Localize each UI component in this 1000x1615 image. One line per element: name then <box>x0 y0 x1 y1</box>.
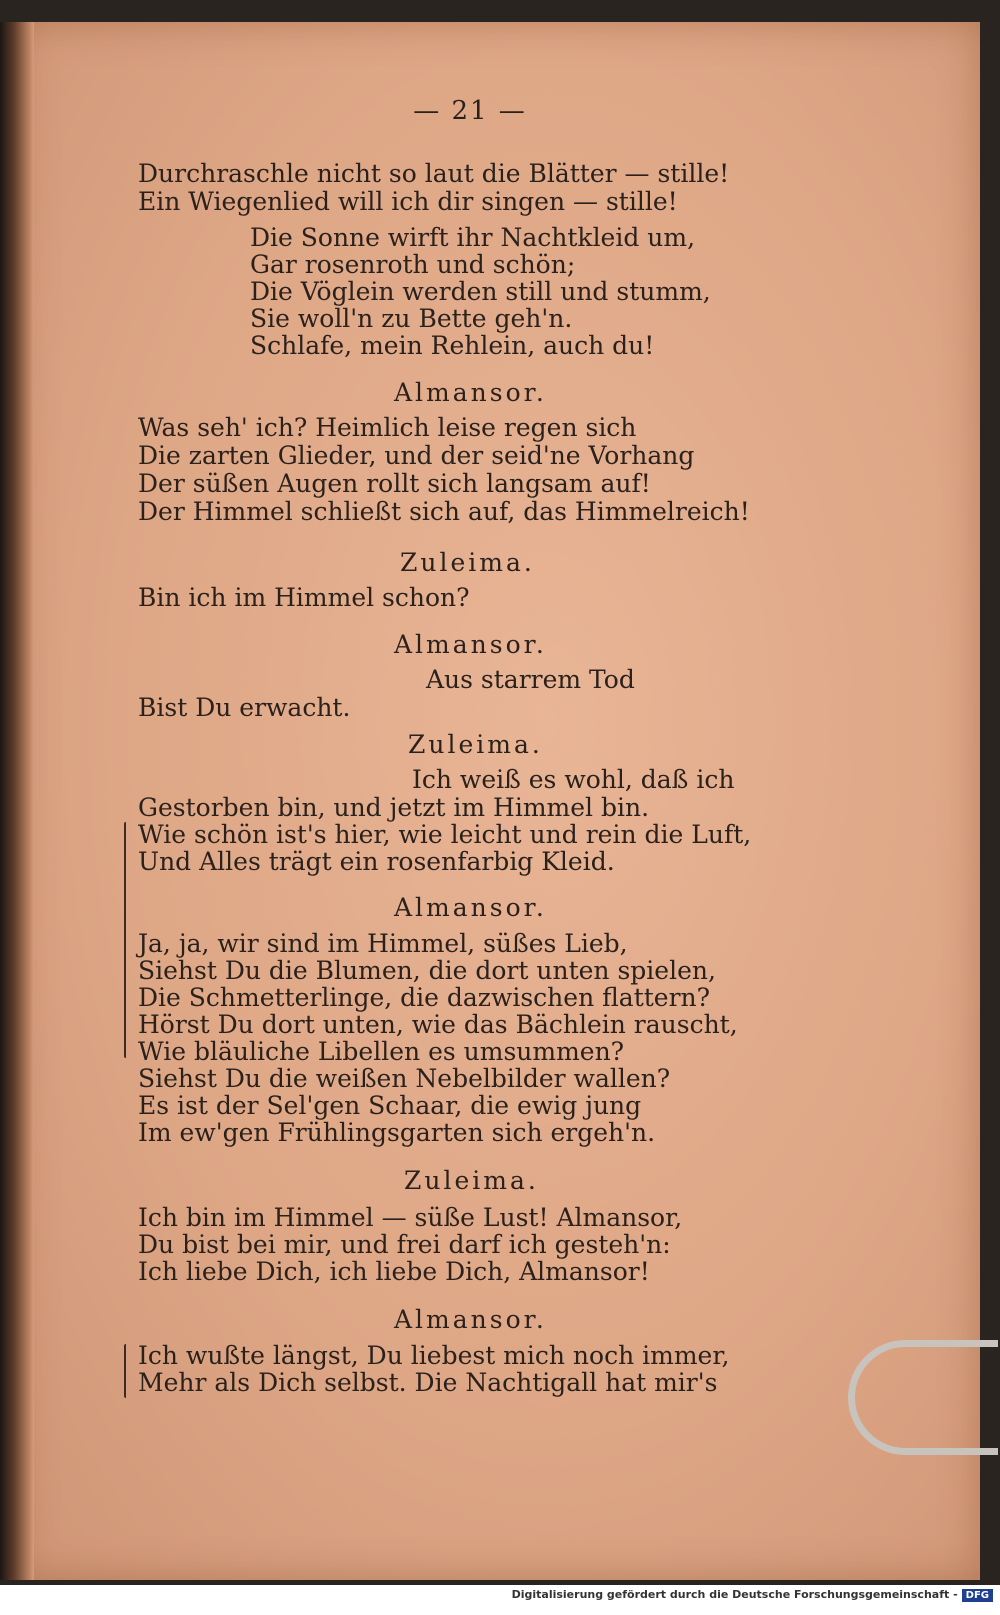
text-line: Die Sonne wirft ihr Nachtkleid um, <box>250 223 696 252</box>
speaker-name: Almansor. <box>394 893 547 922</box>
digitization-credit <box>0 1588 993 1615</box>
speaker-name: Almansor. <box>394 378 547 407</box>
text-line: Der Himmel schließt sich auf, das Himmelreich! <box>138 497 750 526</box>
speaker-name: Almansor. <box>394 1305 547 1334</box>
speaker-name: Zuleima. <box>400 548 535 577</box>
margin-bracket <box>124 1344 126 1398</box>
text-line: Durchraschle nicht so laut die Blätter — stille! <box>138 159 730 188</box>
credit-text: Digitalisierung gefördert durch die Deutsche Forschungsgemeinschaft - <box>511 1588 958 1601</box>
text-line: Wie bläuliche Libellen es umsummen? <box>138 1037 625 1066</box>
text-line: Mehr als Dich selbst. Die Nachtigall hat mir's <box>138 1368 718 1397</box>
text-line: Ich bin im Himmel — süße Lust! Almansor, <box>138 1203 683 1232</box>
text-line: Hörst Du dort unten, wie das Bächlein rauscht, <box>138 1010 738 1039</box>
text-line: Im ew'gen Frühlingsgarten sich ergeh'n. <box>138 1118 656 1147</box>
text-line: Sie woll'n zu Bette geh'n. <box>250 304 573 333</box>
text-line: Wie schön ist's hier, wie leicht und rein die Luft, <box>138 820 752 849</box>
text-line: Die zarten Glieder, und der seid'ne Vorhang <box>138 441 695 470</box>
speaker-name: Almansor. <box>394 630 547 659</box>
text-line: Schlafe, mein Rehlein, auch du! <box>250 331 655 360</box>
text-line: Bin ich im Himmel schon? <box>138 583 470 612</box>
text-line: Ein Wiegenlied will ich dir singen — stille! <box>138 187 678 216</box>
text-line: Die Vöglein werden still und stumm, <box>250 277 711 306</box>
text-line: Was seh' ich? Heimlich leise regen sich <box>138 413 637 442</box>
text-line: Aus starrem Tod <box>426 665 635 694</box>
text-line: Bist Du erwacht. <box>138 693 351 722</box>
text-line: Gestorben bin, und jetzt im Himmel bin. <box>138 793 650 822</box>
page-number: — 21 — <box>413 96 527 126</box>
speaker-name: Zuleima. <box>404 1166 539 1195</box>
text-line: Gar rosenroth und schön; <box>250 250 576 279</box>
text-line: Ich liebe Dich, ich liebe Dich, Almansor! <box>138 1257 650 1286</box>
text-line: Die Schmetterlinge, die dazwischen flattern? <box>138 983 711 1012</box>
text-line: Der süßen Augen rollt sich langsam auf! <box>138 469 651 498</box>
text-line: Siehst Du die weißen Nebelbilder wallen? <box>138 1064 671 1093</box>
text-line: Ja, ja, wir sind im Himmel, süßes Lieb, <box>138 929 628 958</box>
text-line: Ich wußte längst, Du liebest mich noch immer, <box>138 1341 730 1370</box>
text-line: Siehst Du die Blumen, die dort unten spielen, <box>138 956 716 985</box>
speaker-name: Zuleima. <box>408 730 543 759</box>
text-line: Und Alles trägt ein rosenfarbig Kleid. <box>138 847 615 876</box>
text-line: Du bist bei mir, und frei darf ich gesteh'n: <box>138 1230 671 1259</box>
margin-bracket <box>124 822 126 1058</box>
dfg-logo: DFG <box>962 1589 993 1602</box>
text-line: Es ist der Sel'gen Schaar, die ewig jung <box>138 1091 642 1120</box>
text-line: Ich weiß es wohl, daß ich <box>412 765 735 794</box>
